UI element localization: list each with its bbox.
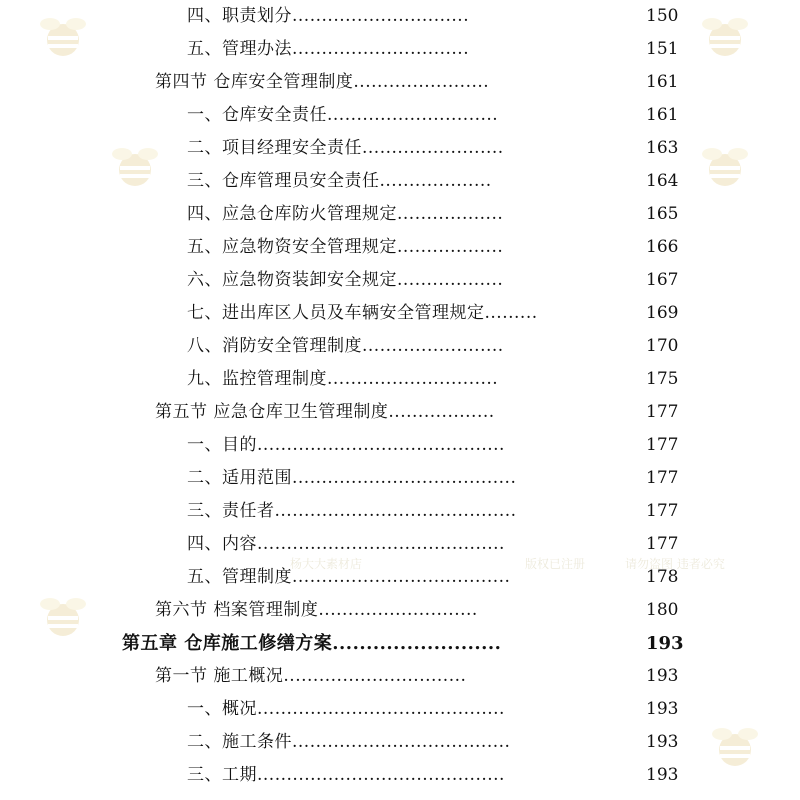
toc-row[interactable] [0, 627, 800, 660]
toc-row[interactable] [0, 99, 800, 132]
toc-entry-title: 四、职责划分.............................. [187, 6, 470, 26]
toc-entry-page-number: 193 [646, 699, 679, 719]
toc-entry-title: 第四节 仓库安全管理制度....................... [155, 72, 490, 92]
toc-entry-title: 第一节 施工概况............................... [155, 666, 467, 686]
toc-entry-title: 二、项目经理安全责任........................ [187, 138, 504, 158]
toc-entry-title: 一、仓库安全责任............................. [187, 105, 499, 125]
toc-row[interactable] [0, 594, 800, 627]
toc-entry-title: 二、施工条件..................................... [187, 732, 511, 752]
toc-row[interactable] [0, 396, 800, 429]
toc-entry-title: 第五节 应急仓库卫生管理制度.................. [155, 402, 495, 422]
toc-entry-page-number: 167 [646, 270, 679, 290]
toc-entry-title: 七、进出库区人员及车辆安全管理规定......... [187, 303, 538, 323]
watermark-copyright-text: 版权已注册 [525, 557, 586, 571]
toc-entry-title: 三、仓库管理员安全责任................... [187, 171, 492, 191]
toc-entry-page-number: 177 [646, 435, 679, 455]
toc-entry-page-number: 175 [646, 369, 679, 389]
toc-row[interactable] [0, 561, 800, 594]
toc-entry-page-number: 177 [646, 402, 679, 422]
toc-entry-page-number: 163 [646, 138, 679, 158]
toc-row[interactable] [0, 264, 800, 297]
toc-entry-title: 三、工期.......................................... [187, 765, 505, 785]
toc-entry-title: 四、应急仓库防火管理规定.................. [187, 204, 504, 224]
toc-row[interactable] [0, 297, 800, 330]
toc-entry-page-number: 193 [646, 666, 679, 686]
toc-entry-title: 五、应急物资安全管理规定.................. [187, 237, 504, 257]
toc-entry-title: 一、目的.......................................... [187, 435, 505, 455]
toc-row[interactable] [0, 693, 800, 726]
toc-row[interactable] [0, 462, 800, 495]
toc-entry-title: 六、应急物资装卸安全规定.................. [187, 270, 504, 290]
toc-entry-page-number: 169 [646, 303, 679, 323]
toc-row[interactable] [0, 363, 800, 396]
toc-entry-title: 一、概况.......................................... [187, 699, 505, 719]
toc-row[interactable] [0, 660, 800, 693]
toc-entry-page-number: 161 [646, 72, 679, 92]
toc-row[interactable] [0, 495, 800, 528]
toc-entry-page-number: 177 [646, 501, 679, 521]
toc-entry-page-number: 164 [646, 171, 679, 191]
toc-entry-title: 二、适用范围...................................... [187, 468, 517, 488]
toc-row[interactable] [0, 132, 800, 165]
toc-row[interactable] [0, 0, 800, 33]
toc-row[interactable] [0, 198, 800, 231]
toc-row[interactable] [0, 759, 800, 792]
toc-entry-page-number: 166 [646, 237, 679, 257]
toc-row[interactable] [0, 165, 800, 198]
toc-entry-title: 四、内容.......................................... [187, 534, 505, 554]
toc-entry-page-number: 193 [646, 633, 684, 654]
toc-entry-title: 三、责任者......................................... [187, 501, 517, 521]
toc-entry-page-number: 177 [646, 534, 679, 554]
toc-entry-title: 八、消防安全管理制度........................ [187, 336, 504, 356]
toc-entry-page-number: 170 [646, 336, 679, 356]
toc-entry-page-number: 177 [646, 468, 679, 488]
toc-entry-page-number: 178 [646, 567, 679, 587]
toc-entry-page-number: 165 [646, 204, 679, 224]
toc-row[interactable] [0, 231, 800, 264]
toc-row[interactable] [0, 66, 800, 99]
toc-entry-title: 五、管理制度..................................... [187, 567, 511, 587]
toc-row[interactable] [0, 33, 800, 66]
toc-entry-title: 九、监控管理制度............................. [187, 369, 499, 389]
toc-entry-page-number: 193 [646, 732, 679, 752]
toc-row[interactable] [0, 528, 800, 561]
toc-entry-page-number: 180 [646, 600, 679, 620]
watermark-store-text: 杨大大素材店 [290, 557, 363, 571]
toc-row[interactable] [0, 330, 800, 363]
toc-entry-page-number: 151 [646, 39, 679, 59]
watermark-warning-text: 请勿盗图 违者必究 [625, 557, 725, 571]
toc-row[interactable] [0, 726, 800, 759]
toc-entry-title: 五、管理办法.............................. [187, 39, 470, 59]
toc-entry-page-number: 150 [646, 6, 679, 26]
toc-row[interactable] [0, 429, 800, 462]
toc-entry-title: 第五章 仓库施工修缮方案......................... [122, 633, 502, 654]
toc-entry-page-number: 161 [646, 105, 679, 125]
toc-entry-title: 第六节 档案管理制度........................... [155, 600, 478, 620]
toc-entry-page-number: 193 [646, 765, 679, 785]
